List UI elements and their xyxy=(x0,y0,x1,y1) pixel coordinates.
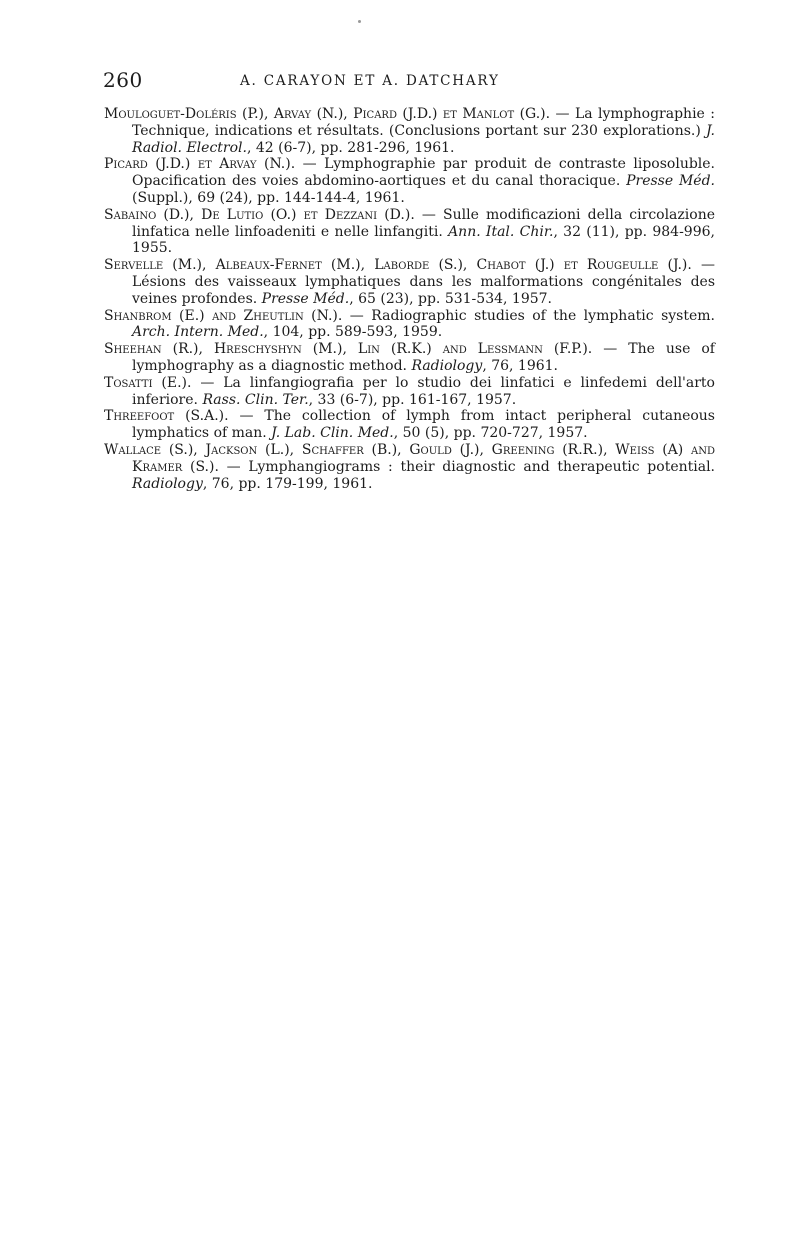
reference-entry xyxy=(104,156,715,206)
reference-body: — La lymphographie : Technique, indications et résultats. (Conclusions portant sur 230 explorations.) xyxy=(132,106,715,139)
reference-journal: Rass. Clin. Ter. xyxy=(202,391,309,408)
reference-journal: Ann. Ital. Chir. xyxy=(448,223,554,240)
reference-entry xyxy=(104,341,715,375)
reference-entry xyxy=(104,375,715,409)
reference-authors: Picard (J.D.) et Arvay (N.). xyxy=(104,156,296,173)
reference-citation: (Suppl.), 69 (24), pp. 144-144-4, 1961. xyxy=(132,189,405,206)
reference-entry xyxy=(104,106,715,156)
reference-citation: , 76, pp. 179-199, 1961. xyxy=(202,475,373,492)
reference-authors: Threefoot (S.A.). xyxy=(104,408,229,425)
reference-body: — Lésions des vaisseaux lymphatiques dans les malformations congénitales des veines profondes. xyxy=(132,257,716,307)
reference-entry xyxy=(104,207,715,257)
reference-authors: Mouloguet-Doléris (P.), Arvay (N.), Picard (J.D.) et Manlot (G.). xyxy=(104,106,551,122)
page-number: 260 xyxy=(103,68,143,92)
reference-body: — La linfangiografia per lo studio dei linfatici e linfedemi dell'arto inferiore. xyxy=(132,374,715,408)
reference-entry xyxy=(104,257,715,307)
reference-citation: , 33 (6-7), pp. 161-167, 1957. xyxy=(308,391,517,408)
reference-journal: J. Radiol. Electrol. xyxy=(132,122,715,156)
reference-journal: Presse Méd. xyxy=(261,290,350,307)
reference-entry xyxy=(104,308,715,342)
reference-journal: J. Lab. Clin. Med. xyxy=(271,425,394,442)
scan-speck xyxy=(358,20,361,23)
reference-citation: , 50 (5), pp. 720-727, 1957. xyxy=(393,425,588,442)
reference-list xyxy=(104,106,715,492)
reference-body: — Sulle modificazioni della circolazione linfatica nelle linfoadeniti e nelle linfangiti. xyxy=(132,206,715,240)
reference-citation: , 76, 1961. xyxy=(482,357,559,374)
reference-body: — The collection of lymph from intact peripheral cutaneous lymphatics of man. xyxy=(132,408,715,442)
reference-authors: Shanbrom (E.) and Zheutlin (N.). xyxy=(104,307,343,324)
reference-citation: , 104, pp. 589-593, 1959. xyxy=(263,324,443,341)
running-title: A. CARAYON ET A. DATCHARY xyxy=(240,73,500,89)
reference-authors: Tosatti (E.). xyxy=(104,374,192,391)
reference-body: — Radiographic studies of the lymphatic system. xyxy=(342,307,715,324)
reference-journal: Presse Méd. xyxy=(626,173,715,190)
reference-authors: Servelle (M.), Albeaux-Fernet (M.), Laborde (S.), Chabot (J.) et Rougeulle (J.). xyxy=(104,257,692,274)
reference-authors: Wallace (S.), Jackson (L.), Schaffer (B.), Gould (J.), Greening (R.R.), Weiss (A) and Kramer (S.). xyxy=(104,441,715,475)
reference-citation: , 32 (11), pp. 984-996, 1955. xyxy=(132,223,715,257)
reference-body: — The use of lymphography as a diagnostic method. xyxy=(132,341,715,374)
reference-citation: , 65 (23), pp. 531-534, 1957. xyxy=(349,290,552,307)
reference-journal: Arch. Intern. Med. xyxy=(132,324,264,341)
reference-body: — Lymphangiograms : their diagnostic and therapeutic potential. xyxy=(218,458,716,475)
reference-authors: Sabaino (D.), De Lutio (O.) et Dezzani (D.). xyxy=(104,206,415,223)
reference-authors: Sheehan (R.), Hreschyshyn (M.), Lin (R.K.) and Lessmann (F.P.). xyxy=(104,341,593,358)
reference-journal: Radiology xyxy=(132,475,203,492)
reference-citation: , 42 (6-7), pp. 281-296, 1961. xyxy=(246,139,455,156)
reference-entry xyxy=(104,442,715,492)
reference-journal: Radiology xyxy=(411,357,483,374)
reference-entry xyxy=(104,408,715,442)
reference-body: — Lymphographie par produit de contraste liposoluble. Opacification des voies abdomino-aortiques et du canal thoracique. xyxy=(132,156,716,190)
